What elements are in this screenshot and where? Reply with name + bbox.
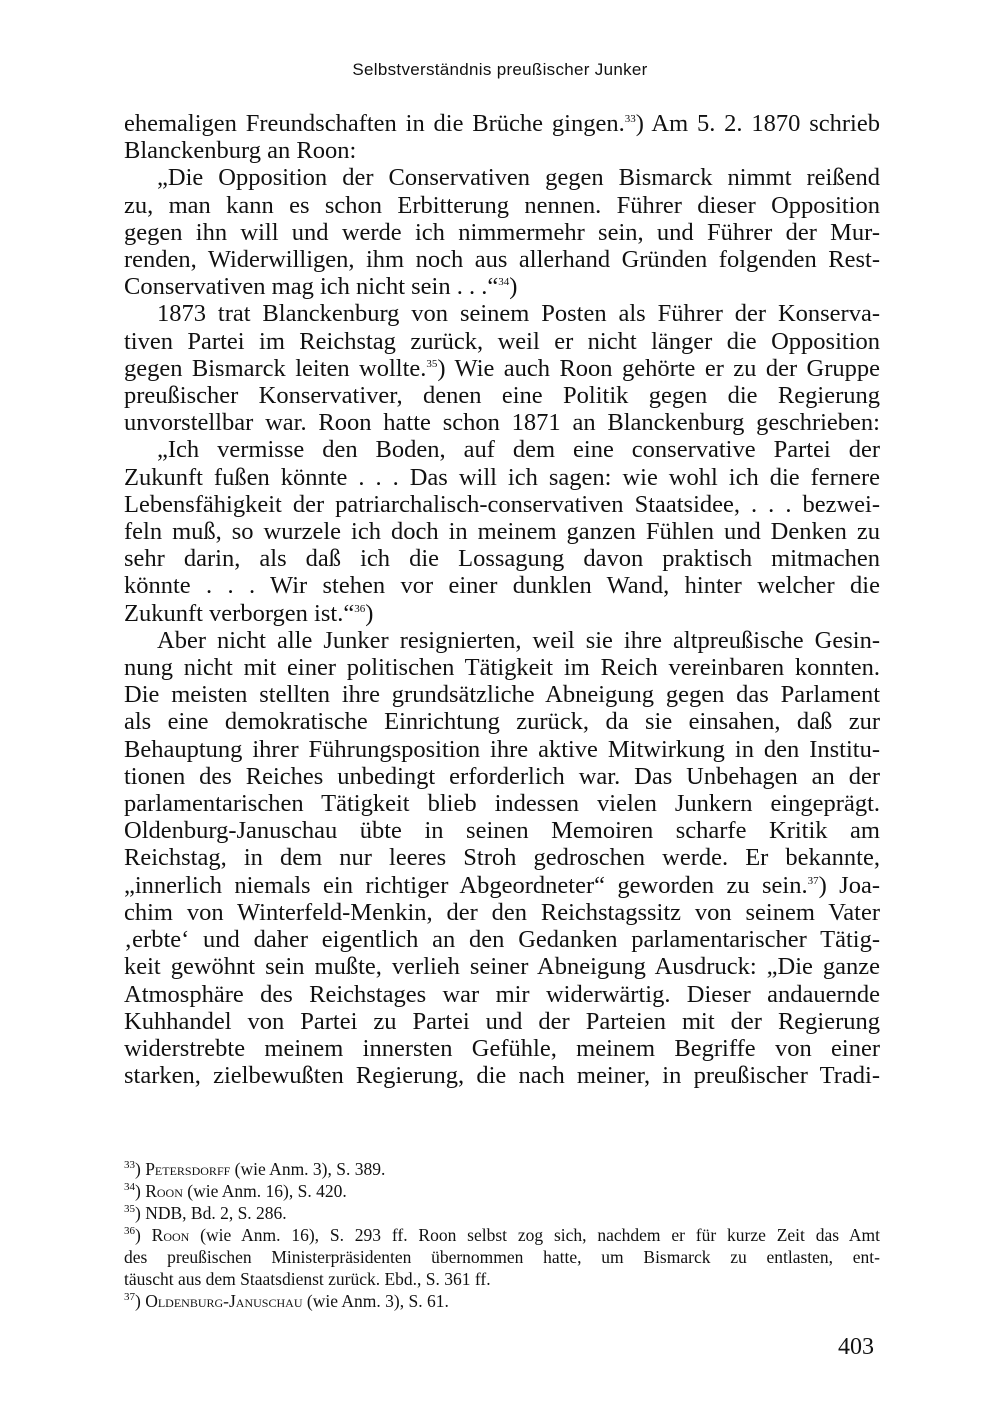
footnote (124, 1202, 880, 1224)
line-text: „innerlich niemals ein richtiger Abgeordneter“ geworden zu sein. (124, 871, 808, 899)
line-text: 1873 trat Blanckenburg von seinem Posten als Führer der Konserva- (157, 300, 880, 328)
footnote-number-paren: ) (135, 1181, 141, 1201)
text-line (124, 844, 880, 871)
text-line (124, 518, 880, 545)
line-text: Zukunft fußen könnte . . . Das will ich sagen: wie wohl ich die fernere (124, 463, 880, 491)
line-text: „Die Opposition der Conservativen gegen Bismarck nimmt reißend (157, 164, 880, 192)
footnote-line (124, 1202, 880, 1224)
line-text: Behauptung ihrer Führungsposition ihre aktive Mitwirkung in den Institu- (124, 735, 880, 763)
line-text: Conservativen mag ich nicht sein . . .“ (124, 273, 499, 301)
text-line (124, 219, 880, 246)
line-text: gegen ihn will und werde ich nimmermehr sein, und Führer der Mur- (124, 218, 880, 246)
line-text: tionen des Reiches unbedingt erforderlich war. Das Unbehagen an der (124, 762, 880, 790)
line-text: widerstrebte meinem innersten Gefühle, meinem Begriffe von einer (124, 1034, 880, 1062)
line-text: gegen Bismarck leiten wollte. (124, 354, 427, 382)
footnote-text: des preußischen Ministerpräsidenten übernommen hatte, um Bismarck zu entlasten, ent- (124, 1247, 880, 1267)
footnote-number-paren: ) (135, 1159, 141, 1179)
text-line (124, 1035, 880, 1062)
line-text: feln muß, so wurzele ich doch in meinem ganzen Fühlen und Denken zu (124, 518, 880, 546)
text-line (124, 600, 880, 627)
text-line (124, 790, 880, 817)
line-text: Oldenburg-Januschau übte in seinen Memoiren scharfe Kritik am (124, 817, 880, 845)
footnotes (124, 1158, 880, 1312)
footnote (124, 1290, 880, 1312)
line-text: Zukunft verborgen ist.“ (124, 599, 355, 627)
line-text: renden, Widerwilligen, ihm noch aus allerhand Gründen folgenden Rest- (124, 246, 880, 274)
line-text: tiven Partei im Reichstag zurück, weil er nicht länger die Opposition (124, 327, 880, 355)
author-name: Oldenburg-Januschau (145, 1291, 303, 1311)
line-text: Aber nicht alle Junker resignierten, weil sie ihre altpreußische Gesin- (157, 626, 880, 654)
line-text: zu, man kann es schon Erbitterung nennen. Führer dieser Opposition (124, 191, 880, 219)
footnote-line (124, 1246, 880, 1268)
footnote-reference: 33 (624, 113, 636, 125)
text-line (124, 681, 880, 708)
line-text: Blanckenburg an Roon: (124, 137, 357, 165)
author-name: Petersdorff (145, 1159, 231, 1179)
line-text: Kuhhandel von Partei zu Partei und der Parteien mit der Regierung (124, 1007, 880, 1035)
text-line (124, 926, 880, 953)
line-text-continued: ) (365, 599, 374, 627)
footnote-reference: 35 (426, 357, 438, 370)
line-text: Die meisten stellten ihre grundsätzliche Abneigung gegen das Parlament (124, 681, 880, 709)
text-line (124, 382, 880, 409)
footnote-text: (wie Anm. 3), S. 389. (230, 1159, 386, 1179)
footnote-number: 36 (124, 1225, 135, 1237)
line-text: ehemaligen Freundschaften in die Brüche gingen. (124, 110, 625, 137)
line-text: „Ich vermisse den Boden, auf dem eine conservative Partei der (157, 436, 880, 464)
footnote-text: NDB, Bd. 2, S. 286. (140, 1203, 287, 1223)
text-line (124, 436, 880, 463)
text-line (124, 300, 880, 327)
author-name: Roon (151, 1225, 190, 1245)
footnote-text: (wie Anm. 16), S. 420. (182, 1181, 347, 1201)
text-line (124, 654, 880, 681)
footnote-number-paren: ) (135, 1291, 141, 1311)
footnote-number: 34 (124, 1181, 135, 1193)
line-text: unvorstellbar war. Roon hatte schon 1871 an Blanckenburg geschrieben: (124, 409, 880, 437)
line-text: starken, zielbewußten Regierung, die nach meiner, in preußischer Tradi- (124, 1062, 880, 1090)
text-line (124, 491, 880, 518)
footnote-line (124, 1158, 880, 1180)
text-line (124, 464, 880, 491)
text-line (124, 817, 880, 844)
footnote-text: (wie Anm. 16), S. 293 ff. Roon selbst zog sich, nachdem er für kurze Zeit das Amt (189, 1225, 881, 1245)
page-number: 403 (838, 1334, 874, 1360)
text-line (124, 872, 880, 899)
line-text: chim von Winterfeld-Menkin, der den Reichstagssitz von seinem Vater (124, 898, 880, 926)
line-text-continued: ) Wie auch Roon gehörte er zu der Gruppe (437, 354, 880, 382)
text-line (124, 763, 880, 790)
footnote-line (124, 1290, 880, 1312)
line-text: keit gewöhnt sein mußte, verlieh seiner Abneigung Ausdruck: „Die ganze (124, 953, 880, 981)
line-text: ‚erbte‘ und daher eigentlich an den Gedanken parlamentarischer Tätig- (124, 926, 880, 954)
text-line (124, 899, 880, 926)
footnote-reference: 36 (354, 602, 366, 615)
line-text: als eine demokratische Einrichtung zurück, da sie einsahen, daß zur (124, 708, 880, 736)
text-line (124, 1062, 880, 1089)
footnote-number: 35 (124, 1203, 135, 1215)
text-line (124, 110, 880, 137)
footnote-line (124, 1180, 880, 1202)
footnote (124, 1180, 880, 1202)
line-text-continued: ) (509, 273, 518, 301)
line-text-continued: ) Joa- (818, 871, 880, 899)
text-line (124, 572, 880, 599)
text-line (124, 953, 880, 980)
line-text: Atmosphäre des Reichstages war mir widerwärtig. Dieser andauernde (124, 980, 880, 1008)
footnote-number-paren: ) (135, 1225, 141, 1245)
text-line (124, 246, 880, 273)
text-line (124, 736, 880, 763)
text-line (124, 192, 880, 219)
footnote (124, 1158, 880, 1180)
footnote-line (124, 1268, 880, 1290)
text-line (124, 328, 880, 355)
line-text: preußischer Konservativer, denen eine Politik gegen die Regierung (124, 382, 880, 410)
footnote-line (124, 1224, 880, 1246)
text-line (124, 708, 880, 735)
text-line (124, 545, 880, 572)
footnote-number-paren: ) (135, 1203, 141, 1223)
line-text: parlamentarischen Tätigkeit blieb indessen vielen Junkern eingeprägt. (124, 790, 880, 818)
footnote-number: 37 (124, 1291, 135, 1303)
footnote-reference: 34 (498, 276, 510, 289)
text-line (124, 273, 880, 300)
text-line (124, 164, 880, 191)
footnote-number: 33 (124, 1159, 135, 1171)
text-line (124, 981, 880, 1008)
line-text: nung nicht mit einer politischen Tätigkeit im Reich vereinbaren konnten. (124, 654, 880, 682)
line-text: sehr darin, als daß ich die Lossagung davon praktisch mitmachen (124, 545, 880, 573)
footnote-text: täuscht aus dem Staatsdienst zurück. Ebd., S. 361 ff. (124, 1269, 491, 1289)
text-line (124, 409, 880, 436)
footnote (124, 1224, 880, 1290)
line-text: Lebensfähigkeit der patriarchalisch-conservativen Staatsidee, . . . bezwei- (124, 490, 880, 518)
running-head: Selbstverständnis preußischer Junker (352, 60, 648, 79)
text-line (124, 1008, 880, 1035)
line-text-continued: ) Am 5. 2. 1870 schrieb (635, 110, 880, 137)
text-line (124, 137, 880, 164)
line-text: könnte . . . Wir stehen vor einer dunklen Wand, hinter welcher die (124, 572, 880, 600)
line-text: Reichstag, in dem nur leeres Stroh gedroschen werde. Er bekannte, (124, 844, 880, 872)
footnote-text: (wie Anm. 3), S. 61. (302, 1291, 449, 1311)
body-text (124, 110, 880, 1089)
footnote-reference: 37 (807, 874, 819, 887)
text-line (124, 355, 880, 382)
text-line (124, 627, 880, 654)
author-name: Roon (145, 1181, 183, 1201)
